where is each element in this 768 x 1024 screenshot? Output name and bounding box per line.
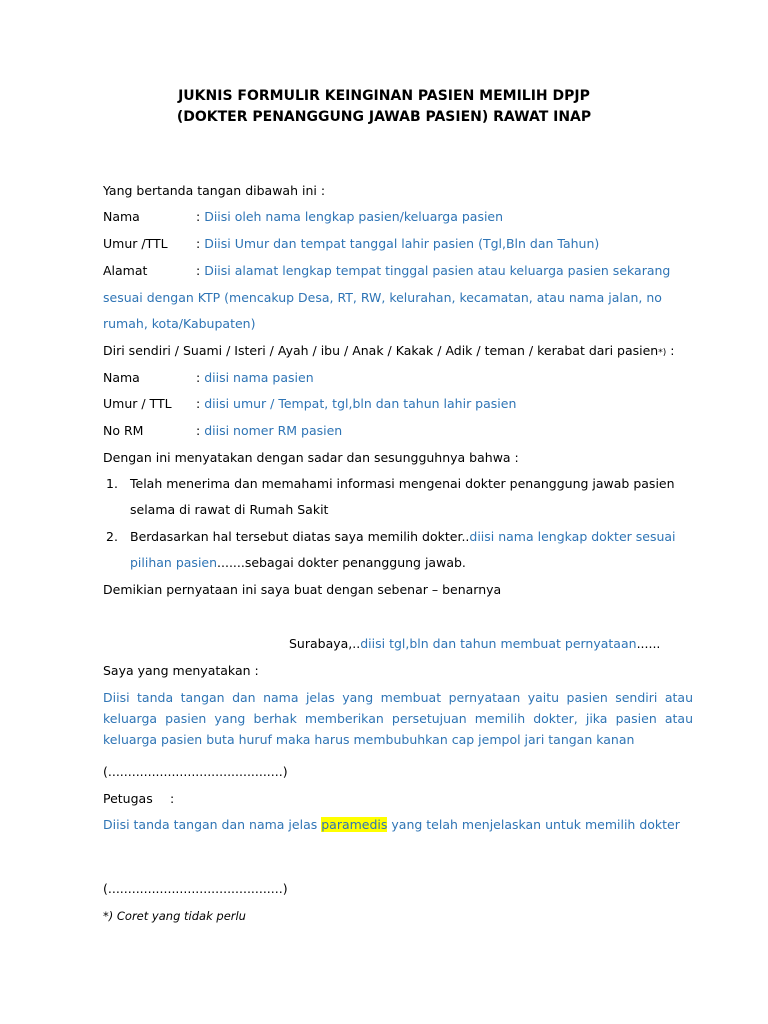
item-2-doctor-hint: diisi nama lengkap dokter sesuai	[469, 529, 676, 544]
place-dots: ......	[636, 636, 661, 651]
statement-intro: Dengan ini menyatakan dengan sadar dan sesungguhnya bahwa :	[103, 450, 519, 465]
signer-nama-row: : Diisi oleh nama lengkap pasien/keluarga pasien	[196, 209, 504, 224]
item-2-pre: Berdasarkan hal tersebut diatas saya memilih dokter..	[130, 529, 470, 544]
relation-text: Diri sendiri / Suami / Isteri / Ayah / ibu / Anak / Kakak / Adik / teman / kerabat dari pasien	[103, 343, 659, 358]
signer-alamat-row: : Diisi alamat lengkap tempat tinggal pasien atau keluarga pasien sekarang	[196, 263, 671, 278]
document-title-line-1: JUKNIS FORMULIR KEINGINAN PASIEN MEMILIH DPJP	[178, 88, 590, 104]
signer-nama-label: Nama	[103, 209, 140, 224]
petugas-hint	[103, 817, 680, 833]
signer-alamat-value-2: sesuai dengan KTP (mencakup Desa, RT, RW, kelurahan, kecamatan, atau nama jalan, no	[103, 290, 662, 305]
item-1-line-1: Telah menerima dan memahami informasi mengenai dokter penanggung jawab pasien	[130, 476, 675, 491]
item-1-number: 1.	[106, 476, 118, 491]
place-city: Surabaya,..	[289, 636, 361, 651]
petugas-hint-pre: Diisi tanda tangan dan nama jelas	[103, 817, 322, 832]
patient-umur-row: : diisi umur / Tempat, tgl,bln dan tahun lahir pasien	[196, 396, 517, 411]
relation-colon: :	[666, 343, 675, 358]
patient-umur-label: Umur / TTL	[103, 396, 172, 411]
signer-hint-line-3: keluarga pasien buta huruf maka harus membubuhkan cap jempol jari tangan kanan	[103, 732, 635, 747]
signer-umur-value: Diisi Umur dan tempat tanggal lahir pasien (Tgl,Bln dan Tahun)	[204, 236, 600, 251]
petugas-colon: :	[170, 791, 175, 806]
patient-rm-row: : diisi nomer RM pasien	[196, 423, 343, 438]
place-date-hint: diisi tgl,bln dan tahun membuat pernyataan	[360, 636, 637, 651]
relation-line	[103, 343, 674, 361]
patient-nama-value: diisi nama pasien	[204, 370, 314, 385]
intro-text: Yang bertanda tangan dibawah ini :	[103, 183, 326, 198]
patient-nama-label: Nama	[103, 370, 140, 385]
petugas-hint-highlight: paramedis	[321, 817, 388, 832]
signature-line-1: (............................................)	[103, 764, 288, 779]
item-2-line-2	[130, 555, 466, 571]
signer-hint-line-1: Diisi tanda tangan dan nama jelas yang membuat pernyataan yaitu pasien sendiri atau	[103, 690, 693, 705]
signer-label: Saya yang menyatakan :	[103, 663, 259, 678]
place-date-line	[289, 636, 660, 652]
closing-text: Demikian pernyataan ini saya buat dengan sebenar – benarnya	[103, 582, 502, 597]
item-2-choice-hint: pilihan pasien	[130, 555, 218, 570]
item-2-line-1	[130, 529, 676, 545]
petugas-hint-post: yang telah menjelaskan untuk memilih dokter	[387, 817, 680, 832]
signer-umur-label: Umur /TTL	[103, 236, 168, 251]
signer-alamat-value-3: rumah, kota/Kabupaten)	[103, 316, 256, 331]
patient-rm-value: diisi nomer RM pasien	[204, 423, 343, 438]
signer-hint-line-2: keluarga pasien yang berhak memberikan persetujuan memilih dokter, jika pasien atau	[103, 711, 693, 726]
signature-line-2: (............................................)	[103, 881, 288, 896]
document-title-line-2: (DOKTER PENANGGUNG JAWAB PASIEN) RAWAT INAP	[176, 109, 592, 125]
petugas-label: Petugas	[103, 791, 153, 806]
item-1-line-2: selama di rawat di Rumah Sakit	[130, 502, 329, 517]
signer-alamat-value-1: Diisi alamat lengkap tempat tinggal pasien atau keluarga pasien sekarang	[204, 263, 671, 278]
relation-mark: *)	[658, 348, 667, 358]
item-2-number: 2.	[106, 529, 118, 544]
footnote: *) Coret yang tidak perlu	[103, 909, 246, 923]
signer-alamat-label: Alamat	[103, 263, 148, 278]
patient-rm-label: No RM	[103, 423, 144, 438]
patient-umur-value: diisi umur / Tempat, tgl,bln dan tahun lahir pasien	[204, 396, 517, 411]
signer-umur-row: : Diisi Umur dan tempat tanggal lahir pasien (Tgl,Bln dan Tahun)	[196, 236, 600, 251]
signer-nama-value: Diisi oleh nama lengkap pasien/keluarga pasien	[204, 209, 504, 224]
item-2-post: .......sebagai dokter penanggung jawab.	[217, 555, 466, 570]
patient-nama-row: : diisi nama pasien	[196, 370, 314, 385]
